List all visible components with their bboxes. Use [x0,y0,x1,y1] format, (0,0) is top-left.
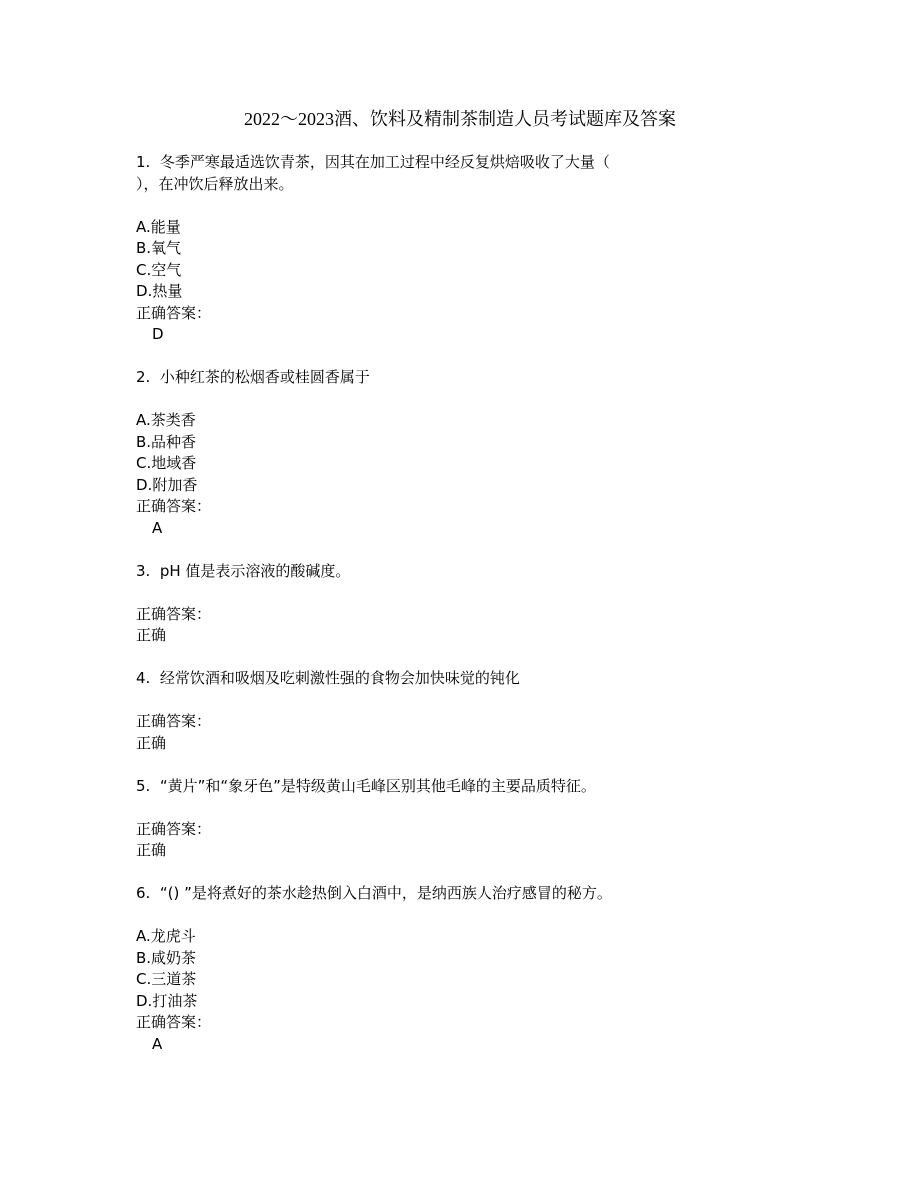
option-c: C.空气 [136,260,182,279]
question-text-line: 5. “黄片”和“象牙色”是特级黄山毛峰区别其他毛峰的主要品质特征。 [136,776,596,795]
option-a: A.龙虎斗 [136,927,196,945]
answer-label: 正确答案： [136,819,212,838]
question-2 [136,367,696,561]
option-a: A.茶类香 [136,411,196,429]
question-text-line: ），在冲饮后释放出来。 [136,174,294,193]
question-text-line: 1. 冬季严寒最适选饮青茶，因其在加工过程中经反复烘焙吸收了大量（ [136,153,610,171]
answer-value: A [152,518,163,537]
answer-label: 正确答案： [136,604,212,623]
answer-value: D [152,325,164,343]
answer-label: 正确答案： [136,497,212,515]
option-a: A.能量 [136,217,181,236]
option-b: B.氧气 [136,239,182,257]
option-d: D.打油茶 [136,991,198,1010]
answer-label: 正确答案： [136,712,212,730]
option-c: C.三道茶 [136,970,197,988]
question-text-line: 6. “() ”是将煮好的茶水趁热倒入白酒中，是纳西族人治疗感冒的秘方。 [136,884,612,902]
question-4 [136,668,696,776]
question-list [136,152,696,1055]
question-6 [136,883,696,1055]
answer-value: 正确 [136,626,167,644]
option-d: D.附加香 [136,475,198,494]
option-d: D.热量 [136,282,183,300]
question-3 [136,561,696,669]
answer-label: 正确答案： [136,1013,212,1031]
option-c: C.地域香 [136,454,197,472]
question-5 [136,776,696,884]
document-title: 2022～2023酒、饮料及精制茶制造人员考试题库及答案 [244,109,676,129]
question-text-line: 4. 经常饮酒和吸烟及吃刺激性强的食物会加快味觉的钝化 [136,669,520,687]
answer-value: A [152,1034,163,1053]
answer-value: 正确 [136,841,167,859]
question-text-line: 2. 小种红茶的松烟香或桂圆香属于 [136,368,370,386]
option-b: B.咸奶茶 [136,948,197,967]
question-1 [136,152,696,367]
option-b: B.品种香 [136,432,197,451]
answer-value: 正确 [136,733,167,752]
question-text-line: 3. pH 值是表示溶液的酸碱度。 [136,561,351,580]
answer-label: 正确答案： [136,303,212,322]
